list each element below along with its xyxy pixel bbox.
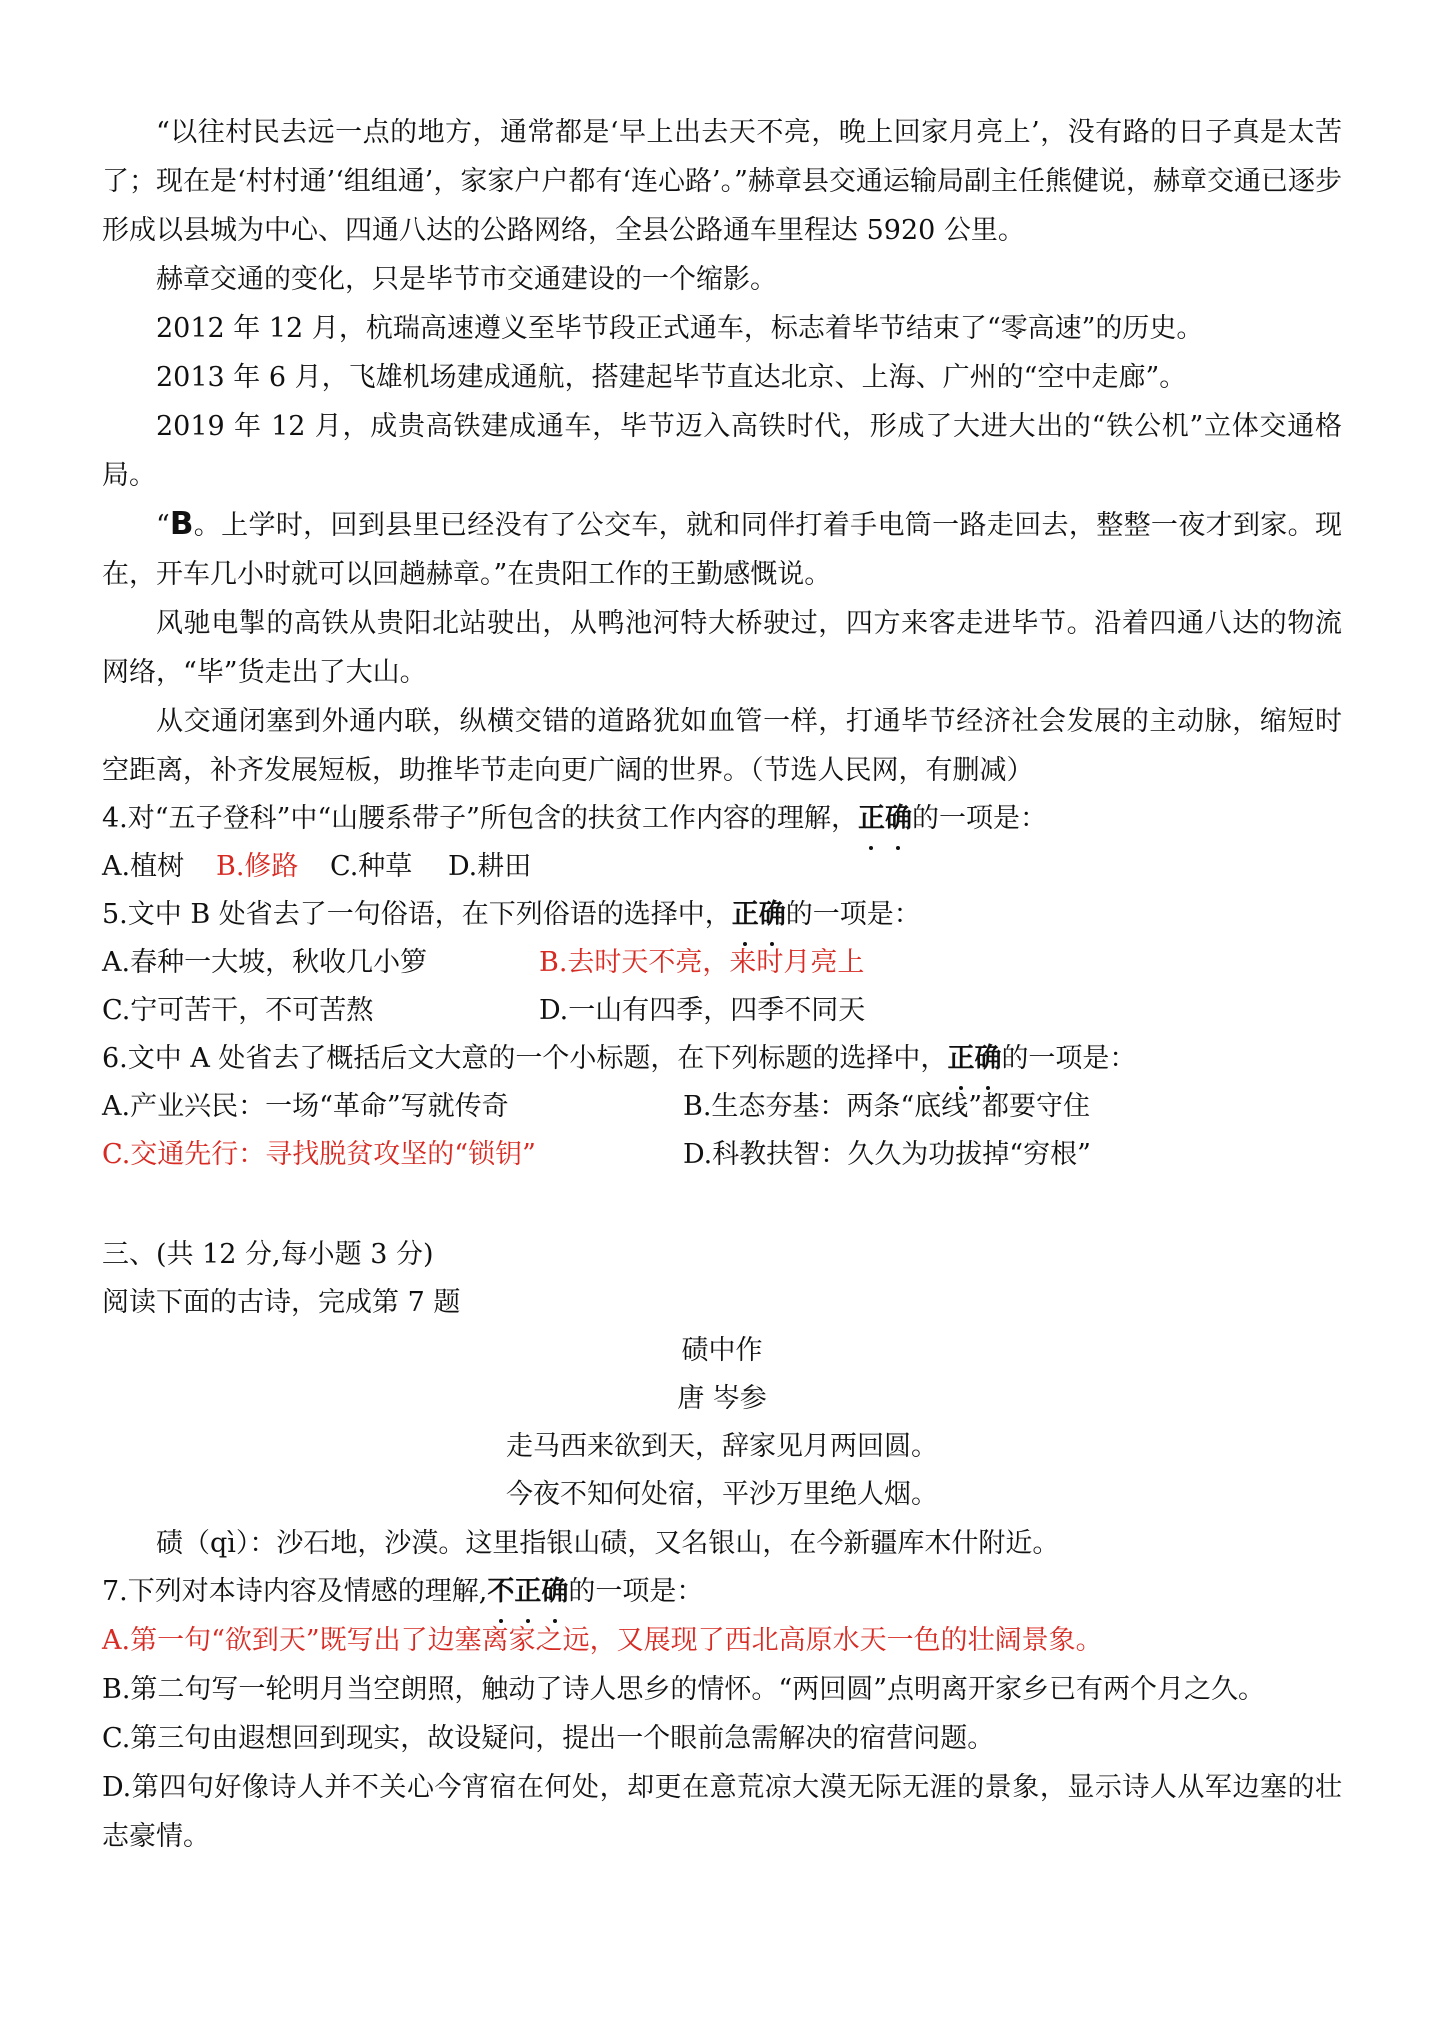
section-instruction: 阅读下面的古诗，完成第 7 题 <box>102 1287 461 1318</box>
passage-paragraph-b <box>102 500 1342 599</box>
stem-text: 6.文中 A 处省去了概括后文大意的一个小标题，在下列标题的选择中， <box>102 1043 948 1074</box>
options-row <box>102 1131 1342 1179</box>
option-c: C.宁可苦干，不可苦熬 <box>102 995 374 1026</box>
paragraph-text: 。上学时，回到县里已经没有了公交车，就和同伴打着手电筒一路走回去，整整一夜才到家。现在，开车几小时就可以回趟赫章。”在贵阳工作的王勤感慨说。 <box>102 510 1342 590</box>
stem-text: 的一项是： <box>785 899 921 930</box>
option-a: A.春种一大坡，秋收几小箩 <box>102 947 428 978</box>
question-4 <box>102 795 1342 891</box>
option-a: A.产业兴民：一场“革命”写就传奇 <box>102 1091 509 1122</box>
emphasis-word <box>487 1576 568 1607</box>
question-stem <box>102 891 1342 939</box>
passage-paragraph: 风驰电掣的高铁从贵阳北站驶出，从鸭池河特大桥驶过，四方来客走进毕节。沿着四通八达的物流网络，“毕”货走出了大山。 <box>102 608 1342 688</box>
question-6 <box>102 1035 1342 1179</box>
passage-paragraph: 从交通闭塞到外通内联，纵横交错的道路犹如血管一样，打通毕节经济社会发展的主动脉，缩短时空距离，补齐发展短板，助推毕节走向更广阔的世界。（节选人民网，有删减） <box>102 706 1342 786</box>
passage-paragraph: “以往村民去远一点的地方，通常都是‘早上出去天不亮，晚上回家月亮上’，没有路的日子真是太苦了；现在是‘村村通’‘组组通’，家家户户都有‘连心路’。”赫章县交通运输局副主任熊健说，赫章交通已逐步形成以县城为中心、四通八达的公路网络，全县公路通车里程达 5920 公里。 <box>102 117 1342 246</box>
emphasis-char: 确 <box>541 1568 568 1616</box>
options-row <box>102 843 1342 891</box>
poem-author: 唐 岑参 <box>677 1383 767 1414</box>
option-a-answer: A.第一句“欲到天”既写出了边塞离家之远，又展现了西北高原水天一色的壮阔景象。 <box>102 1625 1103 1656</box>
question-stem <box>102 795 1342 843</box>
reading-passage <box>102 108 1342 795</box>
option-b: B.第二句写一轮明月当空朗照，触动了诗人思乡的情怀。“两回圆”点明离开家乡已有两个月之久。 <box>102 1674 1266 1705</box>
emphasis-char: 确 <box>759 891 786 939</box>
emphasis-char: 正 <box>732 891 759 939</box>
option-c-answer: C.交通先行：寻找脱贫攻坚的“锁钥” <box>102 1139 536 1170</box>
section-3 <box>102 1231 1342 1327</box>
passage-paragraph: 2019 年 12 月，成贵高铁建成通车，毕节迈入高铁时代，形成了大进大出的“铁公机”立体交通格局。 <box>102 411 1342 491</box>
option-a: A.植树 <box>102 851 185 882</box>
options-row <box>102 939 1342 987</box>
option-d: D.科教扶智：久久为功拔掉“穷根” <box>683 1139 1091 1170</box>
emphasis-char: 正 <box>858 795 885 843</box>
stem-text: 7.下列对本诗内容及情感的理解, <box>102 1576 488 1607</box>
emphasis-word <box>947 1043 1001 1074</box>
emphasis-word <box>732 899 786 930</box>
poem-note: 碛（qì）：沙石地，沙漠。这里指银山碛，又名银山，在今新疆库木什附近。 <box>156 1528 1060 1559</box>
option-b-answer: B.修路 <box>216 851 299 882</box>
stem-text: 的一项是： <box>911 803 1047 834</box>
exam-page <box>102 108 1342 1861</box>
option-d: D.第四句好像诗人并不关心今宵宿在何处，却更在意荒凉大漠无际无涯的景象，显示诗人从军边塞的壮志豪情。 <box>102 1772 1342 1852</box>
emphasis-word <box>858 803 912 834</box>
section-spacer <box>102 1179 1342 1231</box>
option-c: C.种草 <box>330 851 413 882</box>
option-b: B.生态夯基：两条“底线”都要守住 <box>683 1091 1091 1122</box>
emphasis-char: 正 <box>514 1568 541 1616</box>
section-heading: 三、(共 12 分,每小题 3 分) <box>102 1239 434 1270</box>
passage-paragraph: 赫章交通的变化，只是毕节市交通建设的一个缩影。 <box>156 264 777 295</box>
passage-paragraph: 2012 年 12 月，杭瑞高速遵义至毕节段正式通车，标志着毕节结束了“零高速”的历史。 <box>156 313 1204 344</box>
poem-line: 走马西来欲到天，辞家见月两回圆。 <box>506 1431 938 1462</box>
stem-text: 4.对“五子登科”中“山腰系带子”所包含的扶贫工作内容的理解， <box>102 803 858 834</box>
blank-marker-b: B <box>169 506 194 542</box>
option-d: D.一山有四季，四季不同天 <box>539 995 866 1026</box>
stem-text: 的一项是： <box>568 1576 704 1607</box>
option-b-answer: B.去时天不亮，来时月亮上 <box>539 947 865 978</box>
emphasis-char: 确 <box>974 1035 1001 1083</box>
emphasis-char: 正 <box>947 1035 974 1083</box>
options-row <box>102 987 1342 1035</box>
question-5 <box>102 891 1342 1035</box>
poem <box>102 1327 1342 1568</box>
option-c: C.第三句由遐想回到现实，故设疑问，提出一个眼前急需解决的宿营问题。 <box>102 1723 995 1754</box>
options-row <box>102 1083 1342 1131</box>
question-stem <box>102 1568 1342 1616</box>
poem-title: 碛中作 <box>681 1335 763 1366</box>
emphasis-char: 确 <box>885 795 912 843</box>
passage-paragraph: 2013 年 6 月，飞雄机场建成通航，搭建起毕节直达北京、上海、广州的“空中走廊”。 <box>156 362 1187 393</box>
stem-text: 的一项是： <box>1001 1043 1137 1074</box>
emphasis-char: 不 <box>487 1568 514 1616</box>
poem-line: 今夜不知何处宿，平沙万里绝人烟。 <box>506 1479 938 1510</box>
question-7 <box>102 1568 1342 1861</box>
stem-text: 5.文中 B 处省去了一句俗语，在下列俗语的选择中， <box>102 899 732 930</box>
option-d: D.耕田 <box>448 851 532 882</box>
question-stem <box>102 1035 1342 1083</box>
open-quote: “ <box>156 510 170 541</box>
